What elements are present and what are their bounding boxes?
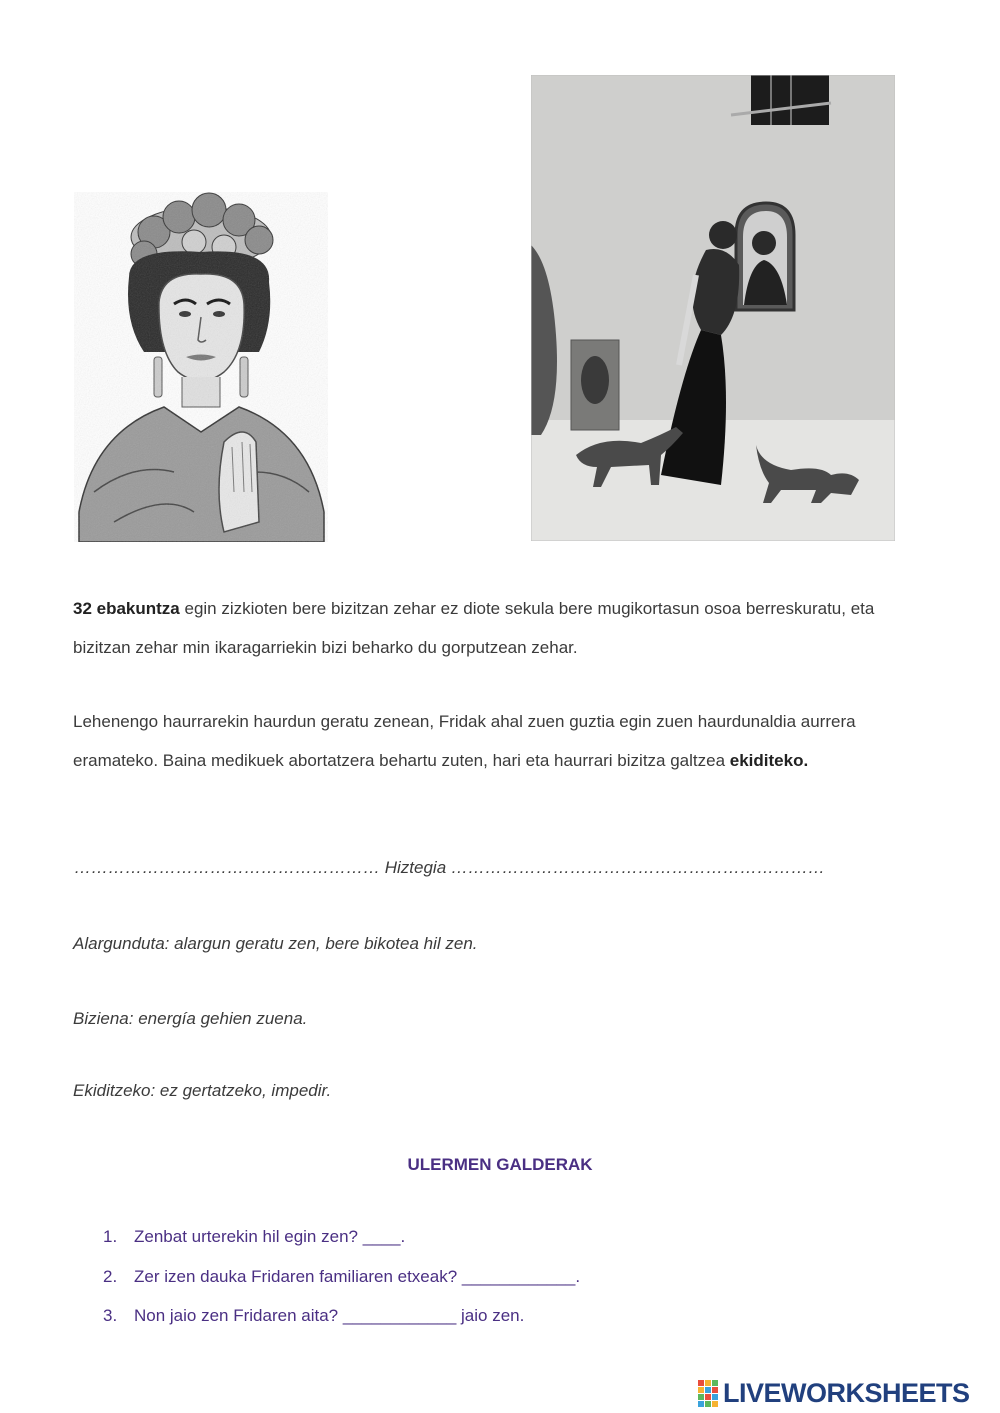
question-number: 3. (103, 1306, 118, 1325)
dictionary-entry: Ekiditzeko: ez gertatzeko, impedir. (73, 1081, 332, 1100)
dictionary-dots-left: ……………………………………………… (74, 858, 380, 877)
question-text: Zer izen dauka Fridaren familiaren etxeak? ____________. (134, 1267, 581, 1286)
frida-mirror-photo (531, 75, 895, 541)
questions-title: ULERMEN GALDERAK (407, 1155, 593, 1174)
pregnancy-paragraph-text: Lehenengo haurrarekin haurdun geratu zenean, Fridak ahal zuen guztia egin zuen haurdunaldia aurrera eramateko. Baina medikuek abortatzera behartu zuten, hari eta haurrari bizitza galtzea (73, 712, 856, 770)
question-text: Non jaio zen Fridaren aita? ____________ jaio zen. (134, 1306, 525, 1325)
intro-paragraph (73, 589, 933, 667)
pregnancy-paragraph-bold: ekiditeko. (729, 751, 809, 770)
dictionary-dots-right: ………………………………………………………… (450, 858, 825, 877)
question-text: Zenbat urterekin hil egin zen? ____. (134, 1227, 406, 1246)
dictionary-heading (74, 858, 934, 878)
logo-text: LIVEWORKSHEETS (723, 1378, 970, 1408)
question-number: 2. (103, 1267, 118, 1286)
dictionary-entry: Alargunduta: alargun geratu zen, bere bikotea hil zen. (73, 934, 478, 953)
intro-paragraph-text: egin zizkioten bere bizitzan zehar ez diote sekula bere mugikortasun osoa berreskuratu, eta bizitzan zehar min ikaragarriekin bizi beharko du gorputzean zehar. (73, 599, 875, 657)
dictionary-entry: Biziena: energía gehien zuena. (73, 1009, 308, 1028)
pregnancy-paragraph (73, 702, 933, 780)
frida-portrait-sketch (74, 192, 328, 542)
liveworksheets-logo[interactable] (698, 1378, 970, 1409)
dictionary-title: Hiztegia (384, 858, 447, 877)
question-item[interactable] (103, 1227, 405, 1247)
question-item[interactable] (103, 1267, 580, 1287)
logo-blocks-icon (698, 1380, 720, 1408)
question-item[interactable] (103, 1306, 524, 1326)
operations-count: 32 ebakuntza (73, 599, 180, 618)
question-number: 1. (103, 1227, 118, 1246)
